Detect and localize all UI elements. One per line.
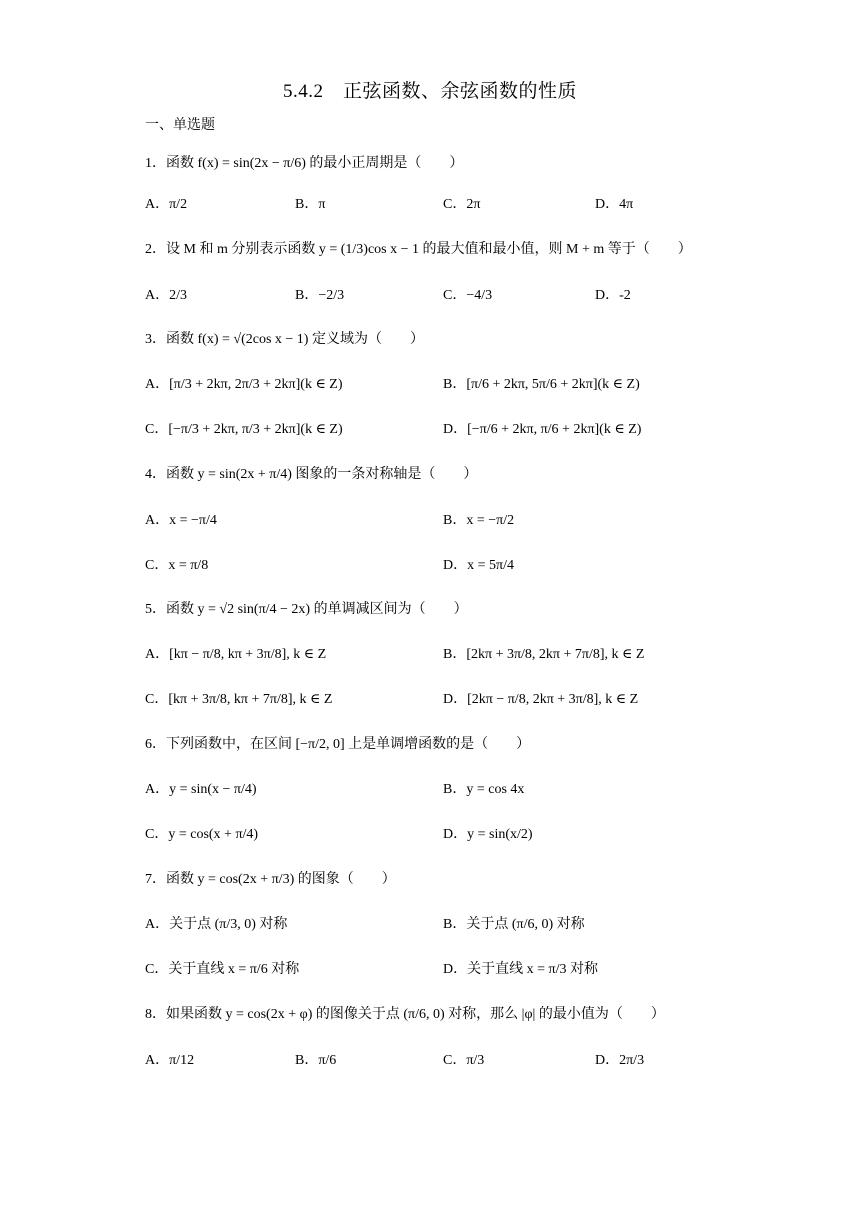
question-4-option-b[interactable]: B．x = −π/2	[443, 513, 515, 528]
question-8-option-c[interactable]: C．π/3	[443, 1053, 485, 1068]
question-5-stem: 5．函数 y = √2 sin(π/4 − 2x) 的单调减区间为（ ）	[145, 602, 468, 617]
question-2-option-a[interactable]: A．2/3	[145, 288, 187, 303]
question-3-option-d[interactable]: D．[−π/6 + 2kπ, π/6 + 2kπ](k ∈ Z)	[443, 422, 642, 437]
question-2-option-c[interactable]: C．−4/3	[443, 288, 493, 303]
question-7-option-d[interactable]: D．关于直线 x = π/3 对称	[443, 962, 598, 977]
question-6-option-d[interactable]: D．y = sin(x/2)	[443, 827, 533, 842]
question-7-option-c[interactable]: C．关于直线 x = π/6 对称	[145, 962, 300, 977]
question-7-option-b[interactable]: B．关于点 (π/6, 0) 对称	[443, 917, 585, 932]
question-1-option-b[interactable]: B．π	[295, 197, 326, 212]
question-5-option-c[interactable]: C．[kπ + 3π/8, kπ + 7π/8], k ∈ Z	[145, 692, 333, 707]
question-2-option-d[interactable]: D．-2	[595, 288, 631, 303]
question-1-option-a[interactable]: A．π/2	[145, 197, 188, 212]
question-4-option-c[interactable]: C．x = π/8	[145, 558, 209, 573]
question-5-option-a[interactable]: A．[kπ − π/8, kπ + 3π/8], k ∈ Z	[145, 647, 327, 662]
question-7-stem: 7．函数 y = cos(2x + π/3) 的图象（ ）	[145, 872, 396, 887]
question-4-option-a[interactable]: A．x = −π/4	[145, 513, 217, 528]
question-1-stem: 1．函数 f(x) = sin(2x − π/6) 的最小正周期是（ ）	[145, 156, 464, 171]
question-8-option-d[interactable]: D．2π/3	[595, 1053, 645, 1068]
question-7-option-a[interactable]: A．关于点 (π/3, 0) 对称	[145, 917, 288, 932]
question-8-option-a[interactable]: A．π/12	[145, 1053, 195, 1068]
question-3-stem: 3．函数 f(x) = √(2cos x − 1) 定义域为（ ）	[145, 332, 424, 347]
question-3-option-a[interactable]: A．[π/3 + 2kπ, 2π/3 + 2kπ](k ∈ Z)	[145, 377, 343, 392]
question-3-option-c[interactable]: C．[−π/3 + 2kπ, π/3 + 2kπ](k ∈ Z)	[145, 422, 343, 437]
question-8-option-b[interactable]: B．π/6	[295, 1053, 337, 1068]
question-6-stem: 6．下列函数中，在区间 [−π/2, 0] 上是单调增函数的是（ ）	[145, 737, 531, 752]
question-5-option-b[interactable]: B．[2kπ + 3π/8, 2kπ + 7π/8], k ∈ Z	[443, 647, 645, 662]
document-title: 5.4.2 正弦函数、余弦函数的性质	[282, 81, 577, 102]
question-4-stem: 4．函数 y = sin(2x + π/4) 图象的一条对称轴是（ ）	[145, 467, 478, 482]
question-8-stem: 8．如果函数 y = cos(2x + φ) 的图像关于点 (π/6, 0) 对称，那么 |φ| 的最小值为（ ）	[145, 1007, 665, 1022]
question-4-option-d[interactable]: D．x = 5π/4	[443, 558, 514, 573]
question-6-option-a[interactable]: A．y = sin(x − π/4)	[145, 782, 257, 797]
question-2-stem: 2．设 M 和 m 分别表示函数 y = (1/3)cos x − 1 的最大值和最小值，则 M + m 等于（ ）	[145, 242, 692, 257]
question-3-option-b[interactable]: B．[π/6 + 2kπ, 5π/6 + 2kπ](k ∈ Z)	[443, 377, 640, 392]
question-1-option-d[interactable]: D．4π	[595, 197, 634, 212]
question-6-option-c[interactable]: C．y = cos(x + π/4)	[145, 827, 259, 842]
question-1-option-c[interactable]: C．2π	[443, 197, 481, 212]
question-5-option-d[interactable]: D．[2kπ − π/8, 2kπ + 3π/8], k ∈ Z	[443, 692, 639, 707]
question-6-option-b[interactable]: B．y = cos 4x	[443, 782, 525, 797]
question-2-option-b[interactable]: B．−2/3	[295, 288, 345, 303]
section-heading: 一、单选题	[145, 118, 215, 133]
